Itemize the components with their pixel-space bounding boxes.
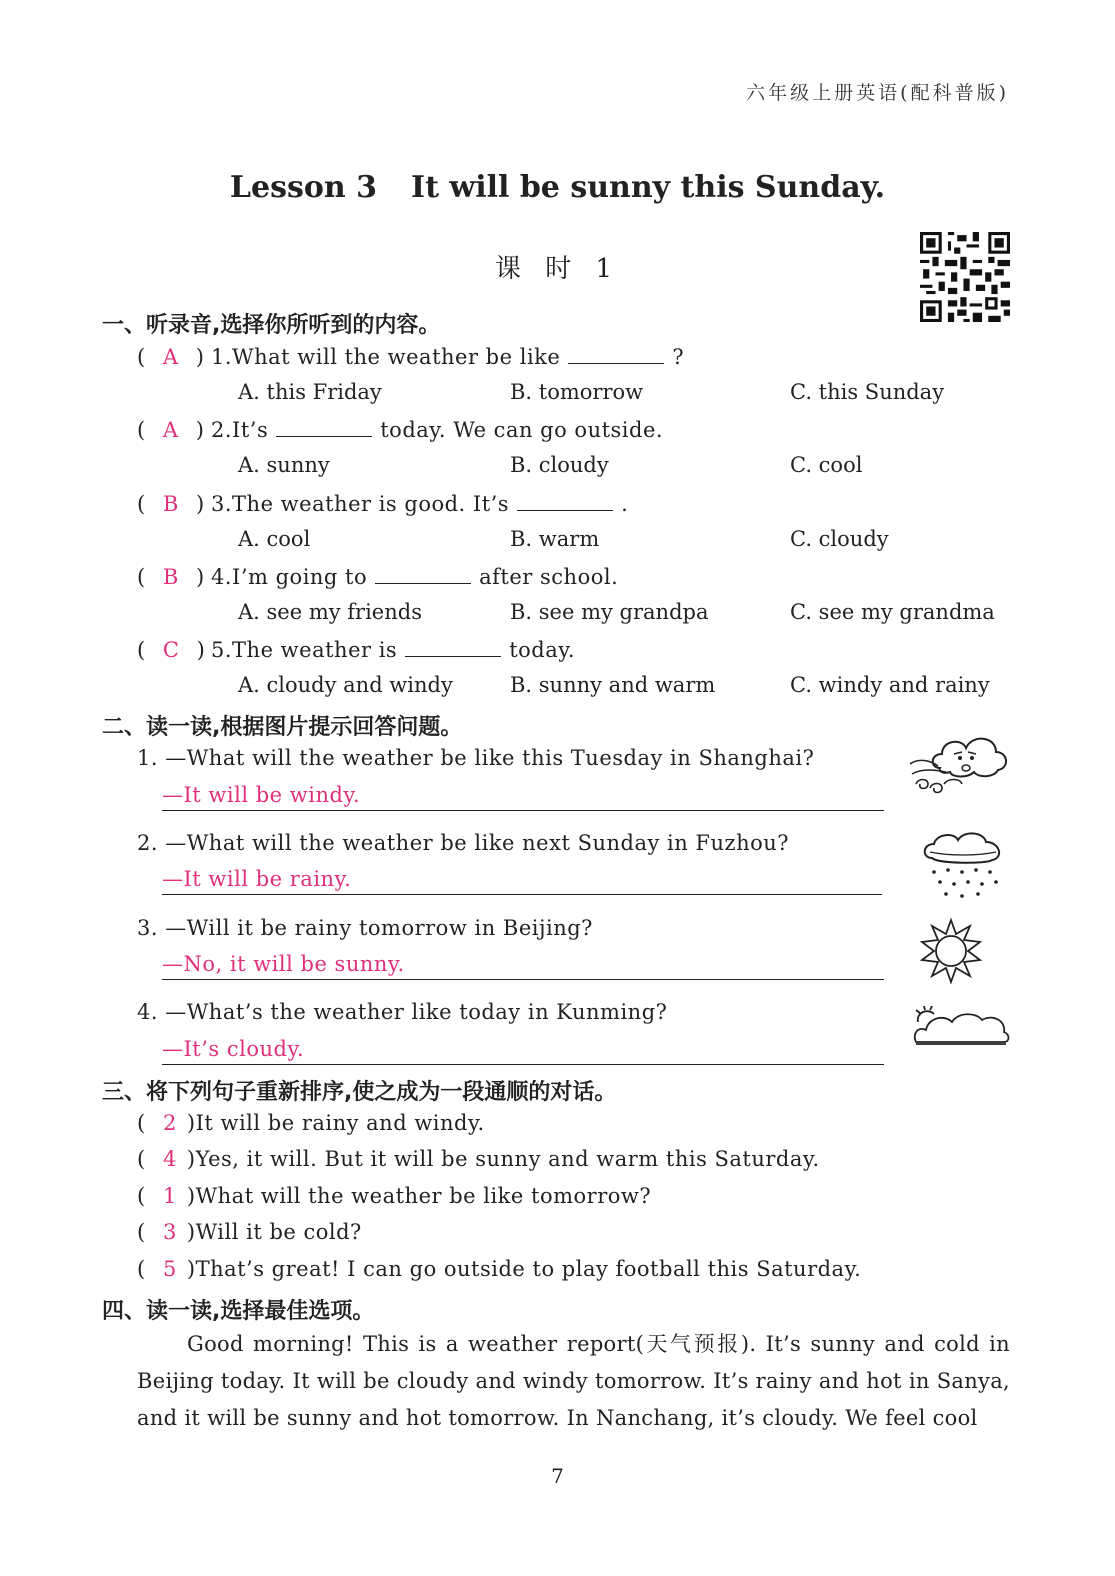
picture-question-2: 2. —What will the weather be like next Sunday in Fuzhou? xyxy=(137,831,790,855)
answer-blank xyxy=(375,563,471,584)
order-item-1: ( 2 )It will be rainy and windy. xyxy=(137,1111,485,1135)
option-3b: B. warm xyxy=(510,527,600,551)
answer-blank xyxy=(405,636,501,657)
lesson-title xyxy=(0,170,1115,205)
option-2c: C. cool xyxy=(790,453,863,477)
picture-answer-2: —It will be rainy. xyxy=(162,867,882,895)
order-number: 4 xyxy=(162,1147,177,1171)
section3-heading: 三、将下列句子重新排序,使之成为一段通顺的对话。 xyxy=(102,1080,617,1105)
answer-2: A xyxy=(162,418,179,442)
rain-cloud-icon xyxy=(918,830,1008,904)
option-3c: C. cloudy xyxy=(790,527,889,551)
answer-blank xyxy=(568,343,664,364)
listening-question-5: ( C ) 5.The weather is today. xyxy=(137,638,575,662)
order-number: 2 xyxy=(162,1111,177,1135)
option-2a: A. sunny xyxy=(238,453,330,477)
windy-cloud-icon xyxy=(908,728,1013,800)
answer-1: A xyxy=(162,345,179,369)
picture-answer-3: —No, it will be sunny. xyxy=(162,952,884,980)
lesson-name: It will be sunny this Sunday. xyxy=(411,170,886,205)
option-4a: A. see my friends xyxy=(238,600,422,624)
option-3a: A. cool xyxy=(238,527,311,551)
section2-heading: 二、读一读,根据图片提示回答问题。 xyxy=(102,715,463,740)
listening-question-3: ( B ) 3.The weather is good. It’s . xyxy=(137,492,629,516)
order-number: 3 xyxy=(162,1220,177,1244)
qr-code-icon xyxy=(920,232,1010,322)
page-number: 7 xyxy=(551,1464,564,1488)
option-1c: C. this Sunday xyxy=(790,380,945,404)
picture-question-1: 1. —What will the weather be like this Tuesday in Shanghai? xyxy=(137,746,815,770)
answer-blank xyxy=(517,490,613,511)
option-5a: A. cloudy and windy xyxy=(238,673,453,697)
book-title: 六年级上册英语(配科普版) xyxy=(746,82,1009,104)
section1-heading: 一、听录音,选择你所听到的内容。 xyxy=(102,313,441,338)
option-1b: B. tomorrow xyxy=(510,380,644,404)
order-number: 5 xyxy=(162,1257,177,1281)
answer-blank xyxy=(276,416,372,437)
sun-icon xyxy=(918,918,984,984)
picture-question-3: 3. —Will it be rainy tomorrow in Beijing? xyxy=(137,916,593,940)
listening-question-2: ( A ) 2.It’s today. We can go outside. xyxy=(137,418,664,442)
answer-4: B xyxy=(162,565,179,589)
lesson-number: Lesson 3 xyxy=(229,170,378,205)
picture-answer-4: —It’s cloudy. xyxy=(162,1037,884,1065)
picture-question-4: 4. —What’s the weather like today in Kunming? xyxy=(137,1000,668,1024)
listening-question-1: ( A ) 1.What will the weather be like ? xyxy=(137,345,685,369)
order-item-5: ( 5 )That’s great! I can go outside to play football this Saturday. xyxy=(137,1257,862,1281)
order-number: 1 xyxy=(162,1184,177,1208)
picture-answer-1: —It will be windy. xyxy=(162,783,884,811)
option-5c: C. windy and rainy xyxy=(790,673,990,697)
listening-question-4: ( B ) 4.I’m going to after school. xyxy=(137,565,619,589)
period-label: 课 时 1 xyxy=(494,254,621,284)
option-4c: C. see my grandma xyxy=(790,600,995,624)
answer-3: B xyxy=(162,492,179,516)
order-item-4: ( 3 )Will it be cold? xyxy=(137,1220,362,1244)
order-item-2: ( 4 )Yes, it will. But it will be sunny and warm this Saturday. xyxy=(137,1147,820,1171)
option-1a: A. this Friday xyxy=(238,380,382,404)
answer-5: C xyxy=(162,638,180,662)
option-4b: B. see my grandpa xyxy=(510,600,709,624)
option-2b: B. cloudy xyxy=(510,453,609,477)
option-5b: B. sunny and warm xyxy=(510,673,716,697)
reading-passage: Good morning! This is a weather report(天气预报). It’s sunny and cold in Beijing today. It will be cloudy and windy tomorrow. It’s rainy and hot in Sanya, and it will be sunny and hot tomorrow. In Nanchang, it’s cloudy. We feel cool xyxy=(137,1332,1010,1430)
section4-heading: 四、读一读,选择最佳选项。 xyxy=(102,1299,375,1324)
cloudy-icon xyxy=(912,1004,1012,1048)
order-item-3: ( 1 )What will the weather be like tomorrow? xyxy=(137,1184,652,1208)
